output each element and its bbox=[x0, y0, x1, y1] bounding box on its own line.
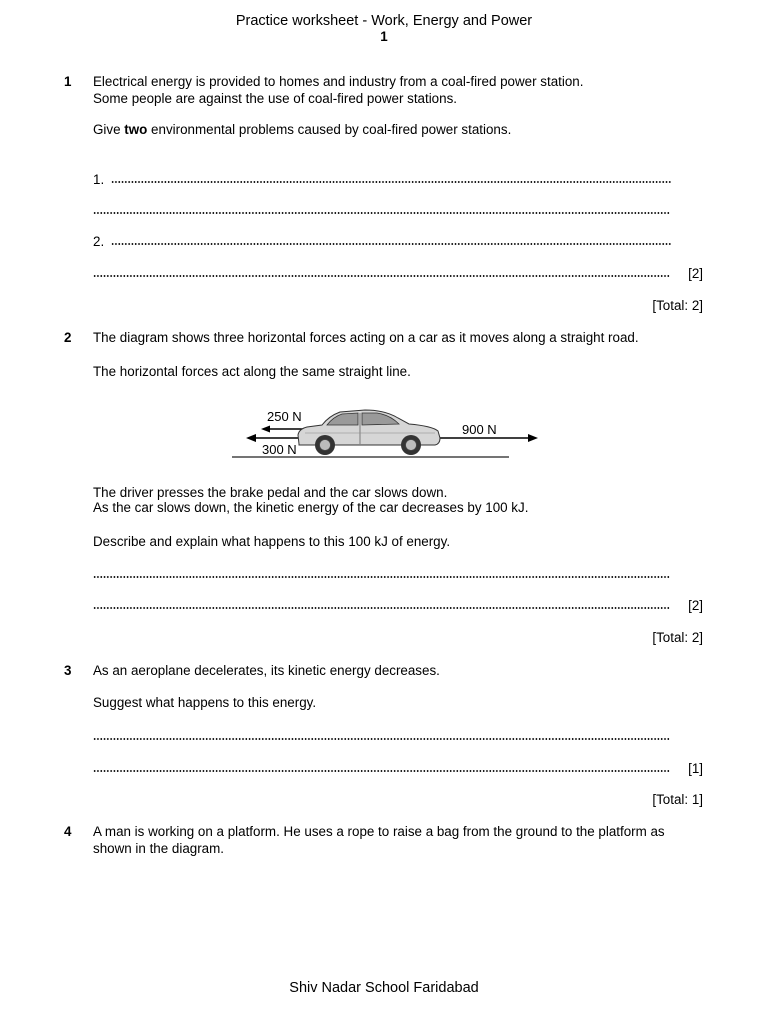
answer-label-1: 1. bbox=[93, 172, 105, 187]
question-text-line: The horizontal forces act along the same straight line. bbox=[93, 364, 411, 379]
question-prompt: Suggest what happens to this energy. bbox=[93, 695, 317, 710]
arrowhead-icon bbox=[261, 426, 270, 433]
question-text-line: As the car slows down, the kinetic energy of the car decreases by 100 kJ. bbox=[93, 500, 529, 515]
answer-line[interactable] bbox=[111, 242, 671, 246]
answer-line[interactable] bbox=[93, 211, 670, 215]
prompt-text: environmental problems caused by coal-fired power stations. bbox=[147, 122, 512, 137]
question-prompt: Describe and explain what happens to this 100 kJ of energy. bbox=[93, 534, 451, 549]
question-number: 4 bbox=[64, 824, 72, 839]
answer-line[interactable] bbox=[93, 737, 670, 741]
arrowhead-icon bbox=[528, 434, 538, 442]
answer-line[interactable] bbox=[93, 606, 670, 610]
question-text-line: As an aeroplane decelerates, its kinetic energy decreases. bbox=[93, 663, 440, 678]
question-number: 1 bbox=[64, 74, 72, 89]
total-label: [Total: 2] bbox=[652, 630, 703, 645]
answer-line[interactable] bbox=[93, 769, 670, 773]
force-label-300: 300 N bbox=[262, 442, 297, 457]
force-label-250: 250 N bbox=[267, 409, 302, 424]
question-text-line: Some people are against the use of coal-fired power stations. bbox=[93, 91, 457, 106]
total-label: [Total: 2] bbox=[652, 298, 703, 313]
marks-label: [2] bbox=[688, 266, 703, 281]
car-force-diagram bbox=[225, 398, 545, 466]
answer-line[interactable] bbox=[93, 274, 670, 278]
question-text-line: The diagram shows three horizontal forces acting on a car as it moves along a straight road. bbox=[93, 330, 639, 345]
page-number: 1 bbox=[380, 29, 388, 44]
footer-school: Shiv Nadar School Faridabad bbox=[289, 980, 479, 996]
page-title: Practice worksheet - Work, Energy and Power bbox=[235, 13, 533, 29]
car-diagram-svg bbox=[225, 398, 545, 466]
question-text-line: A man is working on a platform. He uses a rope to raise a bag from the ground to the platform as bbox=[93, 824, 665, 839]
question-number: 2 bbox=[64, 330, 72, 345]
answer-line[interactable] bbox=[111, 180, 671, 184]
total-label: [Total: 1] bbox=[652, 792, 703, 807]
marks-label: [2] bbox=[688, 598, 703, 613]
arrowhead-icon bbox=[246, 434, 256, 442]
question-text-line: The driver presses the brake pedal and the car slows down. bbox=[93, 485, 448, 500]
marks-label: [1] bbox=[688, 761, 703, 776]
car-icon bbox=[298, 410, 440, 455]
question-text-line: shown in the diagram. bbox=[93, 841, 225, 856]
answer-line[interactable] bbox=[93, 575, 670, 579]
prompt-emphasis: two bbox=[124, 122, 148, 137]
force-label-900: 900 N bbox=[462, 422, 497, 437]
answer-label-2: 2. bbox=[93, 234, 105, 249]
prompt-text: Give bbox=[93, 122, 125, 137]
question-number: 3 bbox=[64, 663, 72, 678]
question-text-line: Electrical energy is provided to homes and industry from a coal-fired power station. bbox=[93, 74, 584, 89]
question-prompt bbox=[93, 122, 511, 138]
